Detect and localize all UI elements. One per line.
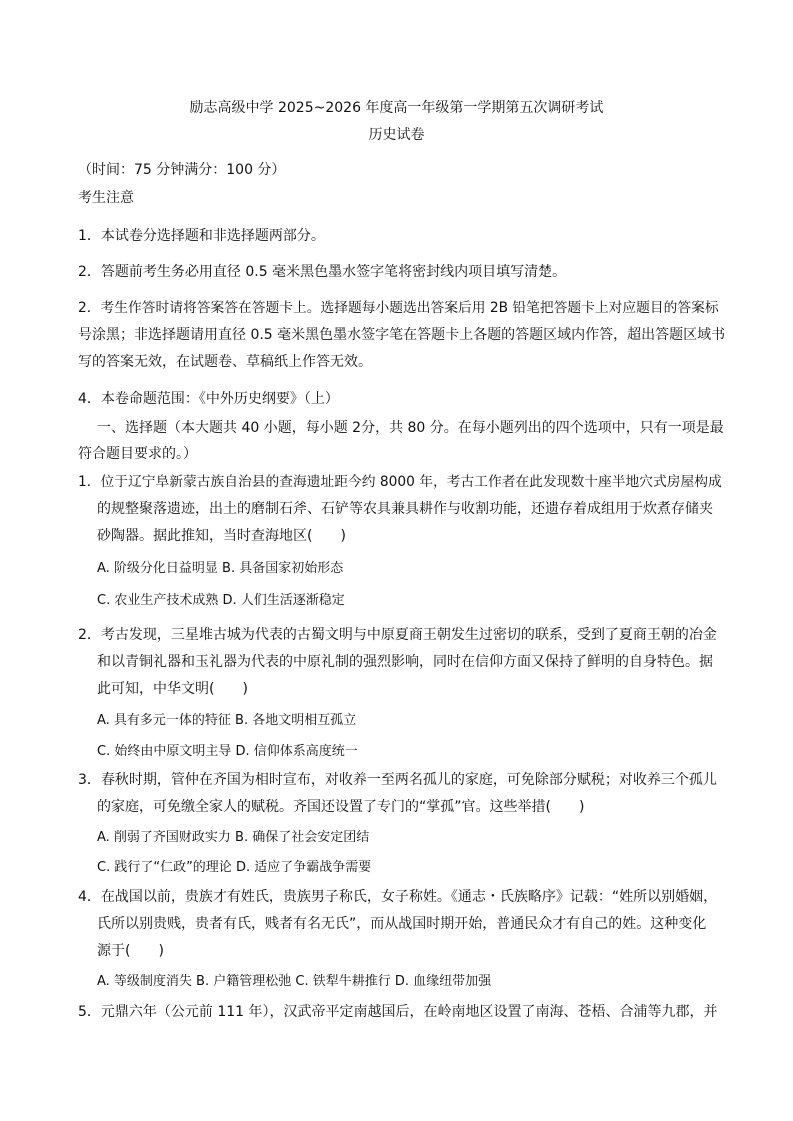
question-1-stem: 1．位于辽宁阜新蒙古族自治县的查海遗址距今约 8000 年，考古工作者在此发现数十座半地穴式房屋构成 [78, 474, 722, 490]
question-4-stem-cont: 氏所以别贵贱，贵者有氏，贱者有名无氏”，而从战国时期开始，普通民众才有自己的姓。这种变化 [97, 916, 707, 932]
notice-item: 2．答题前考生务必用直径 0.5 毫米黑色墨水签字笔将密封线内项目填写清楚。 [78, 264, 567, 280]
notice-item-cont: 写的答案无效，在试题卷、草稿纸上作答无效。 [78, 354, 372, 370]
question-4-options: A. 等级制度消失 B. 户籍管理松弛 C. 铁犁牛耕推行 D. 血缘纽带加强 [97, 974, 492, 989]
question-3-stem-cont: 的家庭，可免缴全家人的赋税。齐国还设置了专门的“掌孤”官。这些举措( ) [97, 799, 585, 815]
question-4-stem-cont: 源于( ) [97, 943, 164, 959]
question-2-options: A. 具有多元一体的特征 B. 各地文明相互孤立 [97, 713, 357, 728]
question-1-stem-cont: 的规整聚落遗迹，出土的磨制石斧、石铲等农具兼具耕作与收割功能，还遗存着成组用于炊煮存储夹 [97, 501, 713, 517]
question-1-options: A. 阶级分化日益明显 B. 具备国家初始形态 [97, 561, 344, 576]
notice-item: 1．本试卷分选择题和非选择题两部分。 [78, 228, 325, 244]
exam-title: 励志高级中学 2025~2026 年度高一年级第一学期第五次调研考试 [189, 100, 604, 116]
notice-heading: 考生注意 [78, 190, 134, 206]
question-1-options: C. 农业生产技术成熟 D. 人们生活逐渐稳定 [97, 593, 345, 608]
question-2-options: C. 始终由中原文明主导 D. 信仰体系高度统一 [97, 744, 358, 759]
exam-subject: 历史试卷 [368, 127, 425, 143]
section-heading-cont: 符合题目要求的。） [78, 446, 197, 462]
question-3-options: C. 践行了“仁政”的理论 D. 适应了争霸战争需要 [97, 860, 372, 875]
question-2-stem: 2．考古发现，三星堆古城为代表的古蜀文明与中原夏商王朝发生过密切的联系，受到了夏商王朝的冶金 [78, 627, 717, 643]
question-3-options: A. 削弱了齐国财政实力 B. 确保了社会安定团结 [97, 830, 370, 845]
section-heading: 一、选择题（本大题共 40 小题，每小题 2分，共 80 分。在每小题列出的四个选项中，只有一项是最 [97, 420, 724, 436]
time-info: （时间：75 分钟满分：100 分） [78, 162, 286, 178]
question-1-stem-cont: 砂陶器。据此推知，当时查海地区( ) [97, 528, 346, 544]
notice-item-cont: 号涂黑；非选择题请用直径 0.5 毫米黑色墨水签字笔在答题卡上各题的答题区域内作答，超出答题区域书 [78, 327, 726, 343]
question-5-stem: 5．元鼎六年（公元前 111 年），汉武帝平定南越国后，在岭南地区设置了南海、苍梧、合浦等九郡，并 [78, 1004, 718, 1020]
question-4-stem: 4．在战国以前，贵族才有姓氏，贵族男子称氏，女子称姓。《通志・氏族略序》记载：“姓所以别婚姻， [78, 889, 718, 905]
notice-item: 4．本卷命题范围：《中外历史纲要》（上） [78, 391, 339, 407]
question-2-stem-cont: 此可知，中华文明( ) [97, 681, 248, 697]
question-2-stem-cont: 和以青铜礼器和玉礼器为代表的中原礼制的强烈影响，同时在信仰方面又保持了鲜明的自身特色。据 [97, 654, 713, 670]
notice-item: 2．考生作答时请将答案答在答题卡上。选择题每小题选出答案后用 2B 铅笔把答题卡上对应题目的答案标 [78, 300, 719, 316]
question-3-stem: 3．春秋时期，管仲在齐国为相时宣布，对收养一至两名孤儿的家庭，可免除部分赋税；对收养三个孤儿 [78, 772, 717, 788]
